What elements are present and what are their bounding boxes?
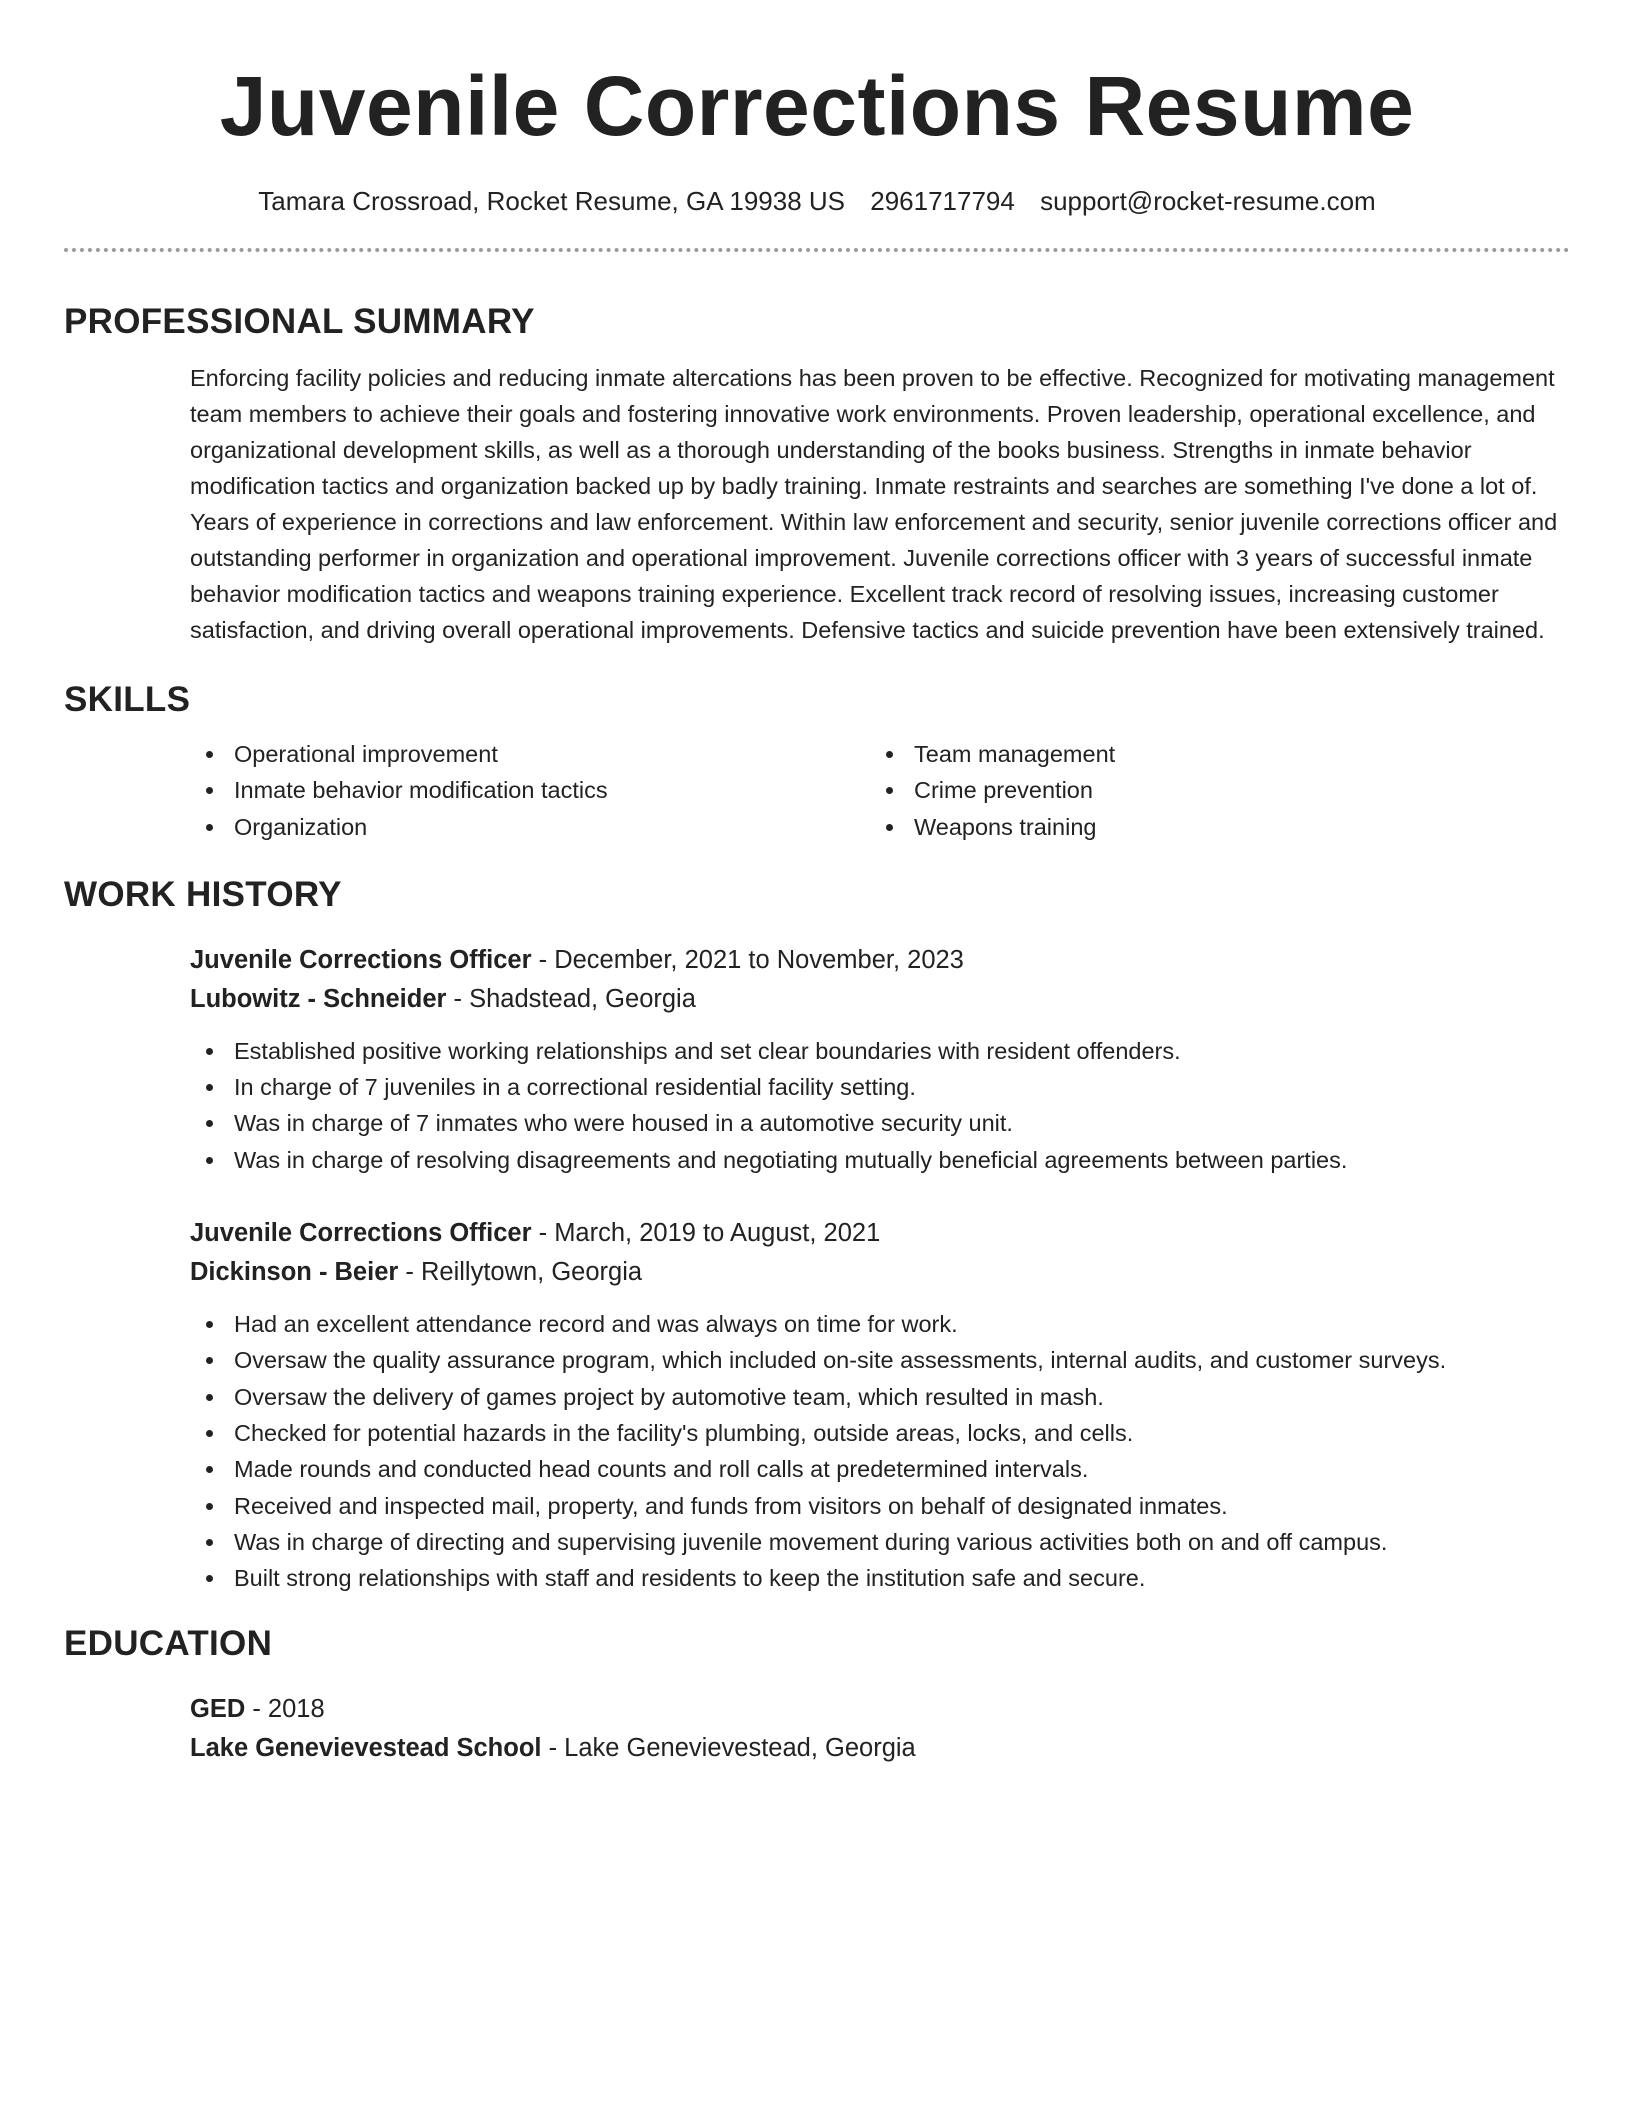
contact-line: [64, 184, 1570, 218]
education-year: - 2018: [245, 1695, 325, 1724]
job-duty-item: Was in charge of directing and supervising juvenile movement during various activities both on and off campus.: [190, 1524, 1570, 1560]
job-duty-item: Oversaw the quality assurance program, which included on-site assessments, internal audits, and customer surveys.: [190, 1342, 1570, 1378]
work-history-heading: WORK HISTORY: [64, 874, 342, 914]
job-duty-item: Oversaw the delivery of games project by automotive team, which resulted in mash.: [190, 1379, 1570, 1415]
skills-section: [64, 678, 1570, 845]
job-duty-item: Was in charge of resolving disagreements and negotiating mutually beneficial agreements between parties.: [190, 1142, 1570, 1178]
job-company-line: [190, 980, 1570, 1019]
skills-column-left: [190, 736, 870, 845]
job-company: Dickinson - Beier: [190, 1258, 399, 1287]
summary-text: Enforcing facility policies and reducing inmate altercations has been proven to be effective. Recognized for motivating management team members to achieve their goals and fostering innovative work environments. Proven leadership, operational excellence, and organizational development skills, as well as a thorough understanding of the books business. Strengths in inmate behavior modification tactics and organization backed up by badly training. Inmate restraints and searches are something I've done a lot of. Years of experience in corrections and law enforcement. Within law enforcement and security, senior juvenile corrections officer and outstanding performer in organization and operational improvement. Juvenile corrections officer with 3 years of successful inmate behavior modification tactics and weapons training experience. Excellent track record of resolving issues, increasing customer satisfaction, and driving overall operational improvements. Defensive tactics and suicide prevention have been extensively trained.: [190, 365, 1558, 643]
education-heading: EDUCATION: [64, 1624, 273, 1664]
summary-section: [64, 300, 1570, 648]
job-duty-item: Checked for potential hazards in the facility's plumbing, outside areas, locks, and cells.: [190, 1415, 1570, 1451]
skill-item: Inmate behavior modification tactics: [190, 772, 870, 808]
skills-column-right: [870, 736, 1510, 845]
job-title-line: [190, 941, 1570, 980]
job-entry: [190, 1214, 1570, 1596]
contact-email: support@rocket-resume.com: [1040, 186, 1376, 216]
skill-item: Organization: [190, 809, 870, 845]
skill-item: Crime prevention: [870, 772, 1510, 808]
job-duty-item: Made rounds and conducted head counts and roll calls at predetermined intervals.: [190, 1451, 1570, 1487]
job-duty-item: Received and inspected mail, property, and funds from visitors on behalf of designated inmates.: [190, 1488, 1570, 1524]
skill-item: Team management: [870, 736, 1510, 772]
job-company: Lubowitz - Schneider: [190, 984, 447, 1013]
job-company-line: [190, 1253, 1570, 1292]
page-title: Juvenile Corrections Resume: [219, 59, 1415, 153]
job-title-line: [190, 1214, 1570, 1253]
skill-item: Weapons training: [870, 809, 1510, 845]
job-duty-item: Had an excellent attendance record and was always on time for work.: [190, 1306, 1570, 1342]
contact-phone: 2961717794: [870, 186, 1015, 216]
resume-page: [64, 0, 1570, 1768]
summary-heading: PROFESSIONAL SUMMARY: [64, 302, 535, 341]
education-school: Lake Genevievestead School: [190, 1734, 542, 1763]
job-duties: [190, 1306, 1570, 1596]
header-divider: [64, 248, 1570, 252]
skills-list: [190, 736, 1570, 845]
job-duty-item: In charge of 7 juveniles in a correctional residential facility setting.: [190, 1069, 1570, 1105]
education-degree-line: [190, 1690, 1570, 1729]
education-section: [64, 1622, 1570, 1768]
job-dates: - March, 2019 to August, 2021: [531, 1219, 881, 1248]
contact-address: Tamara Crossroad, Rocket Resume, GA 19938 US: [258, 186, 845, 216]
education-school-line: [190, 1729, 1570, 1768]
job-duty-item: Established positive working relationships and set clear boundaries with resident offenders.: [190, 1033, 1570, 1069]
job-duty-item: Was in charge of 7 inmates who were housed in a automotive security unit.: [190, 1105, 1570, 1141]
skills-heading: SKILLS: [64, 680, 191, 719]
education-degree: GED: [190, 1695, 246, 1724]
skill-item: Operational improvement: [190, 736, 870, 772]
education-location: - Lake Genevievestead, Georgia: [541, 1734, 916, 1763]
job-dates: - December, 2021 to November, 2023: [531, 945, 964, 974]
job-location: - Reillytown, Georgia: [398, 1258, 643, 1287]
job-title: Juvenile Corrections Officer: [190, 945, 532, 974]
work-history-section: [64, 873, 1570, 1597]
job-title: Juvenile Corrections Officer: [190, 1219, 532, 1248]
education-entry: [190, 1690, 1570, 1768]
job-entry: [190, 941, 1570, 1178]
job-location: - Shadstead, Georgia: [446, 984, 696, 1013]
job-duties: [190, 1033, 1570, 1178]
job-duty-item: Built strong relationships with staff and residents to keep the institution safe and secure.: [190, 1560, 1570, 1596]
